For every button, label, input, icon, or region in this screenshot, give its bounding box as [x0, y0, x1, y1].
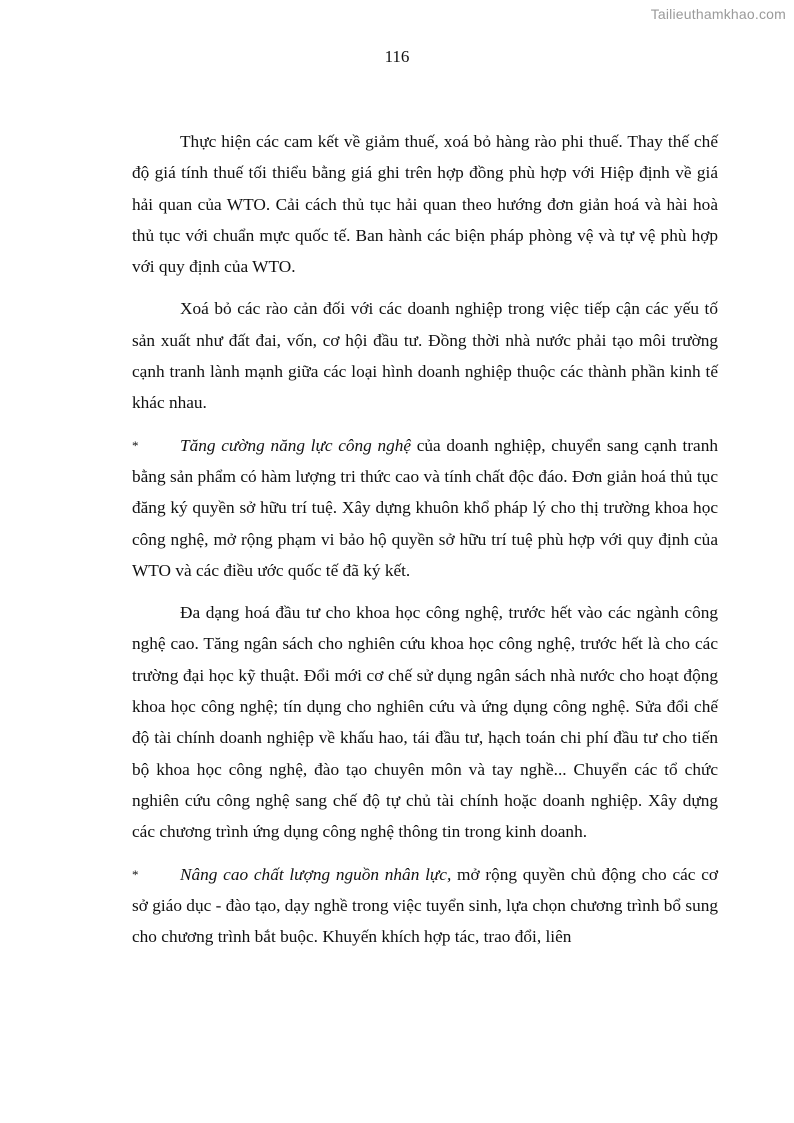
bullet-text: mở rộng quyền chủ động cho các cơ sở giáo dục - đào tạo, dạy nghề trong việc tuyển sinh, lựa chọn chương trình bổ sung cho chương trình bắt buộc. Khuyến khích hợp tác, trao đổi, liên: [132, 864, 718, 947]
watermark-text: Tailieuthamkhao.com: [650, 6, 786, 22]
paragraph-customs-reform: Thực hiện các cam kết về giảm thuế, xoá bỏ hàng rào phi thuế. Thay thế chế độ giá tính thuế tối thiểu bằng giá ghi trên hợp đồng phù hợp với Hiệp định về giá hải quan của WTO. Cải cách thủ tục hải quan theo hướng đơn giản hoá và hài hoà thủ tục với chuẩn mực quốc tế. Ban hành các biện pháp phòng vệ và tự vệ phù hợp với quy định của WTO.: [132, 132, 718, 277]
paragraph-diversify-investment: Đa dạng hoá đầu tư cho khoa học công nghệ, trước hết vào các ngành công nghệ cao. Tăng ngân sách cho nghiên cứu khoa học công nghệ, trước hết là cho các trường đại học kỹ thuật. Đổi mới cơ chế sử dụng ngân sách nhà nước cho hoạt động khoa học công nghệ; tín dụng cho nghiên cứu và ứng dụng công nghệ. Sửa đổi chế độ tài chính doanh nghiệp về khấu hao, tái đầu tư, hạch toán chi phí đầu tư cho tiến bộ khoa học công nghệ, đào tạo chuyên môn và tay nghề... Chuyển các tổ chức nghiên cứu công nghệ sang chế độ tự chủ tài chính hoặc doanh nghiệp. Xây dựng các chương trình ứng dụng công nghệ thông tin trong kinh doanh.: [132, 603, 718, 842]
emphasis-heading: Nâng cao chất lượng nguồn nhân lực,: [180, 864, 452, 884]
bullet-technology-capacity: [132, 430, 718, 586]
page-number: 116: [384, 47, 410, 66]
asterisk-bullet: *: [132, 866, 139, 882]
bullet-text: của doanh nghiệp, chuyển sang cạnh tranh bằng sản phẩm có hàm lượng tri thức cao và tính chất độc đáo. Đơn giản hoá thủ tục đăng ký quyền sở hữu trí tuệ. Xây dựng khuôn khổ pháp lý cho thị trường khoa học công nghệ, mở rộng phạm vi bảo hộ quyền sở hữu trí tuệ phù hợp với quy định của WTO và các điều ước quốc tế đã ký kết.: [132, 435, 718, 580]
paragraph-remove-barriers: Xoá bỏ các rào cản đối với các doanh nghiệp trong việc tiếp cận các yếu tố sản xuất như đất đai, vốn, cơ hội đầu tư. Đồng thời nhà nước phải tạo môi trường cạnh tranh lành mạnh giữa các loại hình doanh nghiệp thuộc các thành phần kinh tế khác nhau.: [132, 299, 718, 413]
emphasis-heading: Tăng cường năng lực công nghệ: [180, 435, 412, 455]
asterisk-bullet: *: [132, 437, 139, 453]
document-body: [132, 126, 718, 963]
bullet-human-resources: [132, 859, 718, 953]
